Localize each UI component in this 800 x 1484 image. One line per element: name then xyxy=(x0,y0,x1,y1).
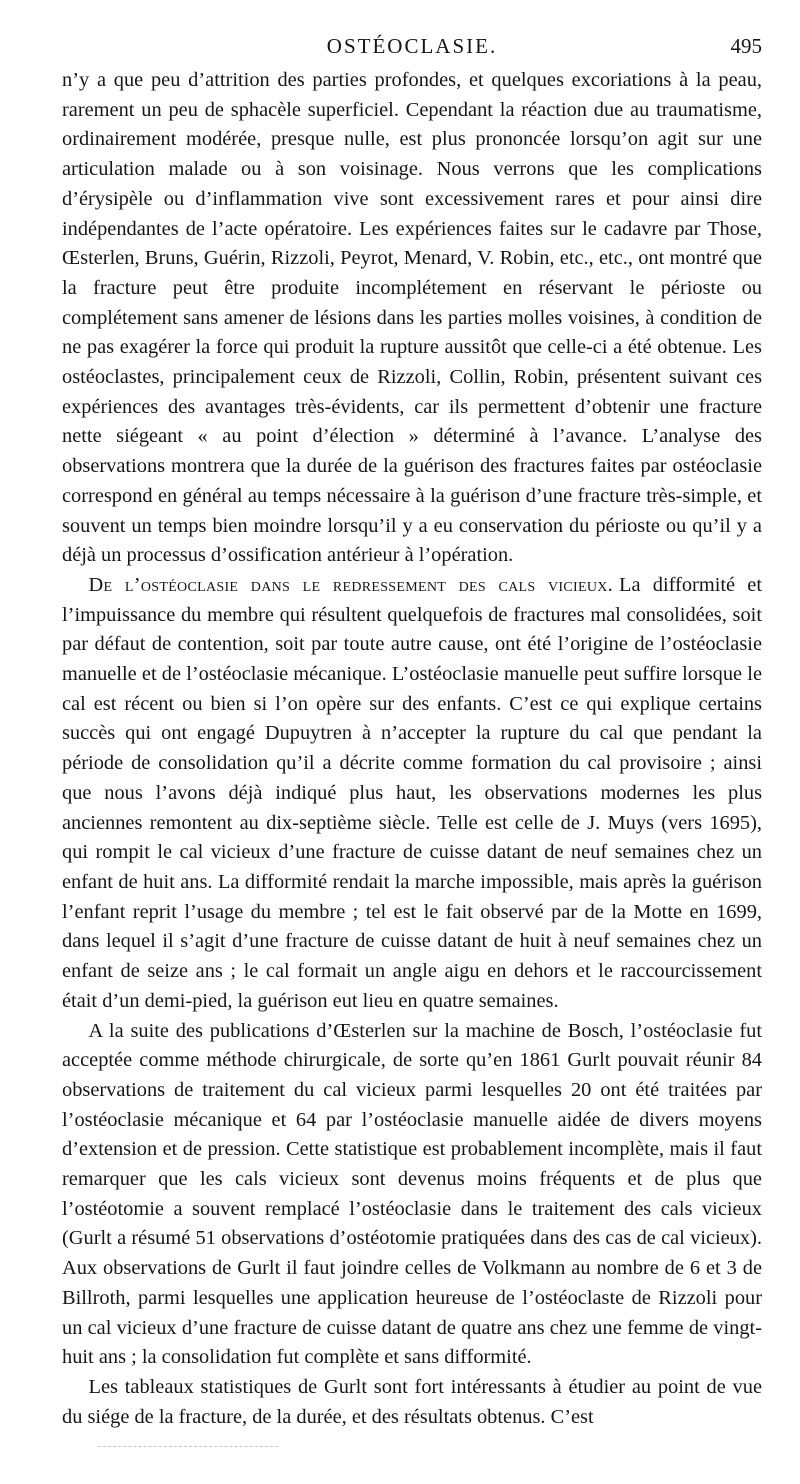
body-text xyxy=(62,66,762,1432)
footer-rule xyxy=(98,1446,278,1447)
paragraph-section-cals-vicieux xyxy=(62,571,762,1017)
running-head xyxy=(62,34,762,64)
page-number: 495 xyxy=(730,34,762,58)
paragraph-oesterlen: A la suite des publications d’Œsterlen sur la machine de Bosch, l’ostéoclasie fut acceptée comme méthode chirurgicale, de sorte qu’en 1861 Gurlt pouvait réunir 84 observations de traitement du cal vicieux parmi lesquelles 20 ont été traitées par l’ostéoclasie mécanique et 64 par l’ostéoclasie manuelle aidée de divers moyens d’extension et de pression. Cette statistique est probablement incomplète, mais il faut remarquer que les cals vicieux sont devenus moins fréquents et de plus que l’ostéotomie a souvent remplacé l’ostéoclasie dans le traitement des cals vicieux (Gurlt a résumé 51 observations d’ostéotomie pratiquées dans des cas de cal vicieux). Aux observations de Gurlt il faut joindre celles de Volkmann au nombre de 6 et 3 de Billroth, parmi lesquelles une application heureuse de l’ostéoclaste de Rizzoli pour un cal vicieux d’une fracture de cuisse datant de quatre ans chez une femme de vingt-huit ans ; la consolidation fut complète et sans difformité. xyxy=(62,1019,762,1369)
section-heading: De l’ostéoclasie dans le redressement des cals vicieux. xyxy=(88,573,614,596)
paragraph-gurlt-tables: Les tableaux statistiques de Gurlt sont fort intéressants à étudier au point de vue du siége de la fracture, de la durée, et des résultats obtenus. C’est xyxy=(62,1375,762,1428)
book-page xyxy=(62,0,762,1484)
running-title: OSTÉOCLASIE. xyxy=(326,34,498,58)
paragraph-continuation: n’y a que peu d’attrition des parties profondes, et quelques excoriations à la peau, rarement un peu de sphacèle superficiel. Cependant la réaction due au traumatisme, ordinairement modérée, presque nulle, est plus prononcée lorsqu’on agit sur une articulation malade ou à son voisinage. Nous verrons que les complications d’érysipèle ou d’inflammation vive sont excessivement rares et pour ainsi dire indépendantes de l’acte opératoire. Les expériences faites sur le cadavre par Those, Œsterlen, Bruns, Guérin, Rizzoli, Peyrot, Menard, V. Robin, etc., etc., ont montré que la fracture peut être produite incomplétement en réservant le périoste ou complétement sans amener de lésions dans les parties molles voisines, à condition de ne pas exagérer la force qui produit la rupture aussitôt que celle-ci a été obtenue. Les ostéoclastes, principalement ceux de Rizzoli, Collin, Robin, présentent suivant ces expériences des avantages très-évidents, car ils permettent d’obtenir une fracture nette siégeant « au point d’élection » déterminé à l’avance. L’analyse des observations montrera que la durée de la guérison des fractures faites par ostéoclasie correspond en général au temps nécessaire à la guérison d’une fracture très-simple, et souvent un temps bien moindre lorsqu’il y a eu conservation du périoste ou qu’il y a déjà un processus d’ossification antérieur à l’opération. xyxy=(62,69,762,567)
section-paragraph-text: La difformité et l’impuissance du membre qui résultent quelquefois de fractures mal consolidées, soit par défaut de contention, soit par toute autre cause, ont été l’origine de l’ostéoclasie manuelle et de l’ostéoclasie mécanique. L’ostéoclasie manuelle peut suffire lorsque le cal est récent ou bien si l’on opère sur des enfants. C’est ce qui explique certains succès qui ont engagé Dupuytren à n’accepter la rupture du cal que pendant la période de consolidation qu’il a décrite comme formation du cal provisoire ; ainsi que nous l’avons déjà indiqué plus haut, les observations modernes les plus anciennes remontent au dix-septième siècle. Telle est celle de J. Muys (vers 1695), qui rompit le cal vicieux d’une fracture de cuisse datant de neuf semaines chez un enfant de huit ans. La difformité rendait la marche impossible, mais après la guérison l’enfant reprit l’usage du membre ; tel est le fait observé par de la Motte en 1699, dans lequel il s’agit d’une fracture de cuisse datant de huit à neuf semaines chez un enfant de seize ans ; le cal formait un angle aigu en dehors et le raccourcissement était d’un demi-pied, la guérison eut lieu en quatre semaines. xyxy=(62,573,763,1012)
